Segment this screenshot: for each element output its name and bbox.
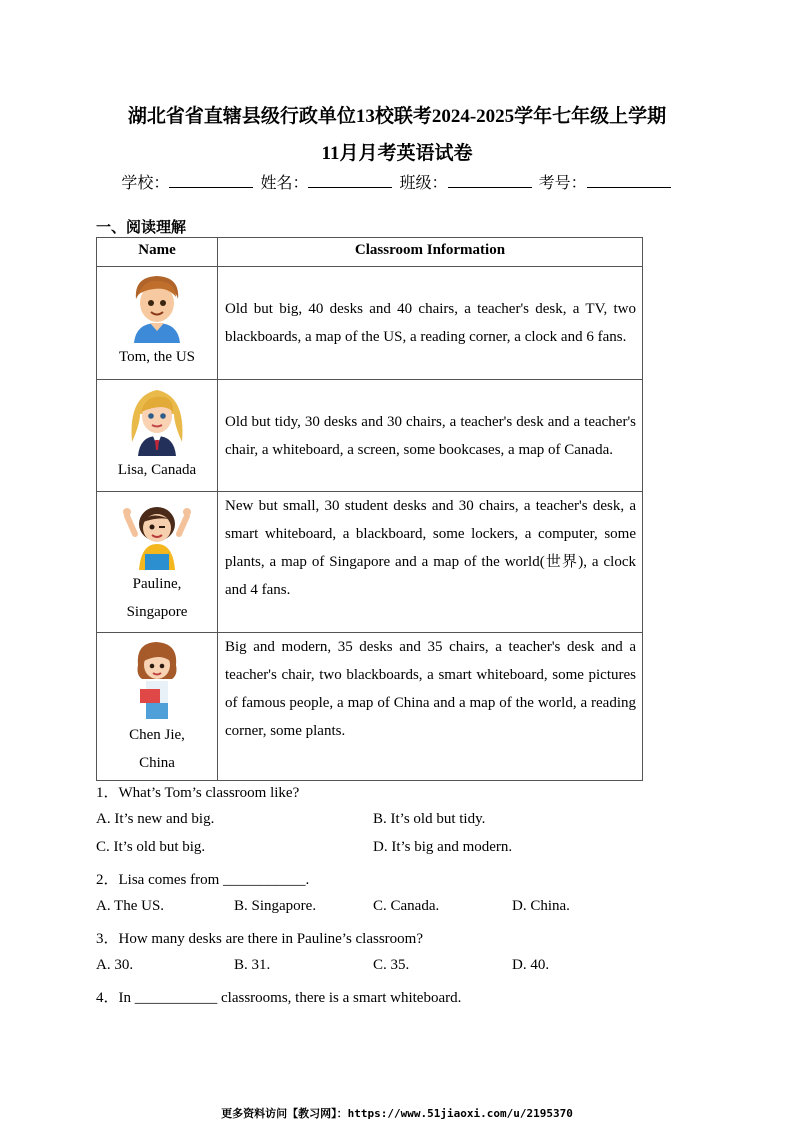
question-stem: 4．In ___________ classrooms, there is a smart whiteboard.	[96, 990, 462, 1006]
classroom-info: Old but tidy, 30 desks and 30 chairs, a teacher's desk and a teacher's chair, a whiteboard, a screen, some bookcases, a map of Canada.	[218, 380, 643, 492]
name-cell	[97, 492, 218, 633]
name-cell	[97, 380, 218, 492]
option-b[interactable]: B. It’s old but tidy.	[373, 811, 486, 827]
table-row	[97, 633, 643, 781]
footer-link[interactable]: 更多资料访问【教习网】：https://www.51jiaoxi.com/u/2195370	[221, 1107, 573, 1120]
student-name: Pauline,	[132, 576, 182, 592]
class-blank[interactable]	[448, 172, 532, 188]
option-a[interactable]: A. It’s new and big.	[96, 811, 215, 827]
student-country: Singapore	[126, 604, 188, 620]
school-label: 学校：	[121, 173, 170, 192]
classroom-info: Big and modern, 35 desks and 35 chairs, a teacher's desk and a teacher's chair, two blackboards, a smart whiteboard, some pictures of famous people, a map of China and a map of the world, a reading corner, some plants.	[218, 633, 643, 781]
option-c[interactable]: C. Canada.	[373, 898, 440, 914]
header-name: Name	[97, 238, 218, 267]
option-d[interactable]: D. China.	[512, 898, 570, 914]
table-row	[97, 380, 643, 492]
option-b[interactable]: B. Singapore.	[234, 898, 317, 914]
student-country: China	[139, 755, 175, 771]
name-blank[interactable]	[308, 172, 392, 188]
option-d[interactable]: D. It’s big and modern.	[373, 839, 513, 855]
classroom-info: Old but big, 40 desks and 40 chairs, a teacher's desk, a TV, two blackboards, a map of the US, a reading corner, a clock and 6 fans.	[218, 267, 643, 380]
option-a[interactable]: A. The US.	[96, 898, 165, 914]
name-cell	[97, 267, 218, 380]
student-name: Tom, the US	[118, 349, 196, 365]
table-row	[97, 492, 643, 633]
classroom-table	[96, 237, 643, 781]
name-label: 姓名：	[260, 173, 309, 192]
student-name: Lisa, Canada	[117, 462, 197, 478]
name-cell	[97, 633, 218, 781]
girl-avatar-icon	[124, 384, 190, 456]
boy-avatar-icon	[124, 271, 190, 343]
question-stem: 3．How many desks are there in Pauline’s classroom?	[96, 931, 424, 947]
question-stem: 1．What’s Tom’s classroom like?	[96, 785, 300, 801]
section-heading: 一、阅读理解	[96, 218, 187, 236]
waving-girl-icon	[121, 496, 193, 570]
option-d[interactable]: D. 40.	[512, 957, 550, 973]
header-classroom-info: Classroom Information	[218, 238, 643, 267]
student-info-line	[0, 170, 794, 193]
classroom-info: New but small, 30 student desks and 30 chairs, a teacher's desk, a smart whiteboard, a blackboard, some lockers, a computer, some plants, a map of Singapore and a map of the world(世界), a clock and 4 fans.	[218, 492, 643, 633]
exam-title-line2: 11月月考英语试卷	[321, 143, 473, 164]
option-b[interactable]: B. 31.	[234, 957, 271, 973]
question-stem: 2．Lisa comes from ___________.	[96, 872, 310, 888]
class-label: 班级：	[399, 173, 448, 192]
option-c[interactable]: C. 35.	[373, 957, 410, 973]
student-name: Chen Jie,	[129, 727, 185, 743]
option-a[interactable]: A. 30.	[96, 957, 134, 973]
school-blank[interactable]	[169, 172, 253, 188]
table-row	[97, 267, 643, 380]
exam-number-blank[interactable]	[587, 172, 671, 188]
girl-with-book-icon	[126, 635, 188, 721]
exam-title-line1: 湖北省省直辖县级行政单位13校联考2024-2025学年七年级上学期	[127, 106, 667, 127]
exam-number-label: 考号：	[538, 173, 587, 192]
option-c[interactable]: C. It’s old but big.	[96, 839, 206, 855]
